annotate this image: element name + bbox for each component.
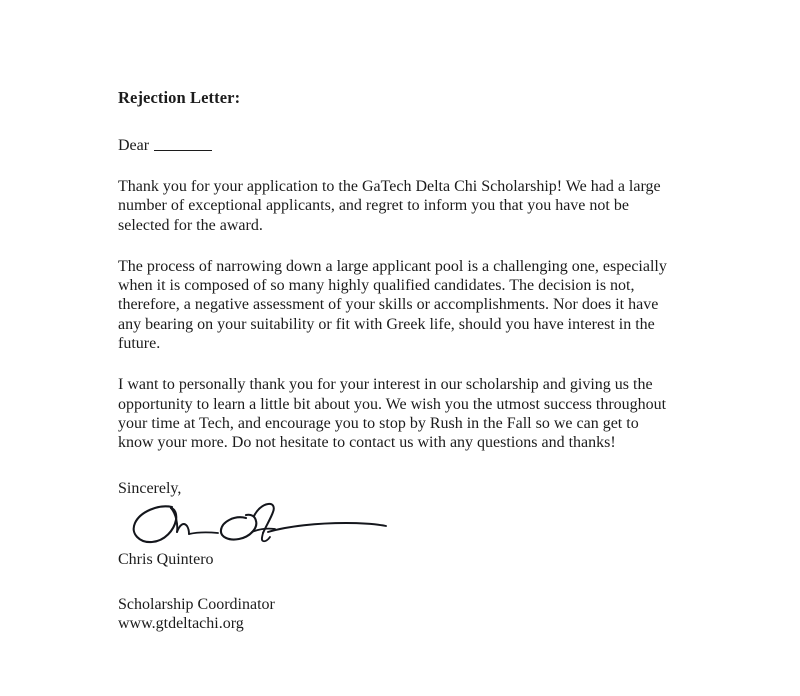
signer-name: Chris Quintero (118, 550, 214, 568)
paragraph-2: The process of narrowing down a large applicant pool is a challenging one, especially when it is composed of so many highly qualified candidates. The decision is not, therefore, a negative assessment of your skills or accomplishments. Nor does it have any bearing on your suitability or fit with Greek life, should you have interest in the future. (118, 257, 667, 353)
salutation-greeting: Dear (118, 137, 150, 154)
letter-body (118, 88, 678, 634)
paragraph-1: Thank you for your application to the GaTech Delta Chi Scholarship! We had a large number of exceptional applicants, and regret to inform you that you have not be selected for the award. (118, 178, 661, 234)
handwritten-signature-icon (128, 502, 418, 546)
paragraph-3: I want to personally thank you for your interest in our scholarship and giving us the opportunity to learn a little bit about you. We wish you the utmost success throughout your time at Tech, and encourage you to stop by Rush in the Fall so we can get to know your more. Do not hesitate to contact us with any questions and thanks! (118, 376, 667, 452)
recipient-name-blank[interactable] (154, 136, 212, 151)
page-title: Rejection Letter: (118, 88, 241, 107)
sender-block (118, 595, 678, 634)
salutation-line (118, 136, 678, 155)
sender-role: Scholarship Coordinator (118, 596, 275, 614)
closing-line: Sincerely, (118, 479, 182, 497)
signature-image (128, 502, 428, 546)
sender-website: www.gtdeltachi.org (118, 615, 244, 633)
